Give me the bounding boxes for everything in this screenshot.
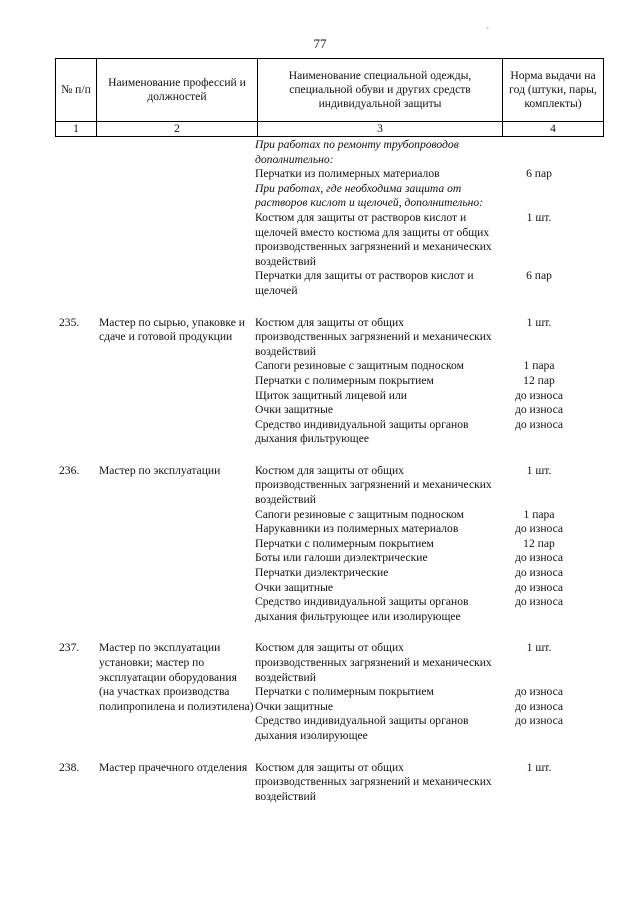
item-name: Щиток защитный лицевой или: [255, 388, 407, 402]
condition-note-row: [255, 182, 583, 211]
protection-item-row: [255, 714, 583, 743]
entry-gap: [55, 744, 583, 761]
entry-gap: [55, 624, 583, 641]
item-name: Средство индивидуальной защиты органов дыхания изолирующее: [255, 714, 469, 742]
item-name: Перчатки с полимерным покрытием: [255, 373, 434, 387]
entry-profession-empty: [99, 138, 255, 299]
item-norm: 6 пар: [526, 269, 552, 283]
protection-item-row: [255, 359, 583, 374]
header-col-profession: Наименование профессий и должностей: [97, 59, 258, 122]
entry-number: 237.: [59, 641, 80, 655]
entry-number: 235.: [59, 315, 80, 329]
entry-profession: Мастер по сырью, упаковке и сдаче и готовой продукции: [99, 315, 245, 344]
item-norm: 1 шт.: [526, 315, 552, 329]
protection-item-row: [255, 464, 583, 508]
item-name: Костюм для защиты от общих производственных загрязнений и механических воздействий: [255, 760, 492, 803]
item-norm: до износа: [514, 403, 564, 417]
item-name: Перчатки из полимерных материалов: [255, 167, 440, 181]
continuation-entry: [55, 138, 583, 299]
protection-item-row: [255, 700, 583, 715]
condition-note: При работах по ремонту трубопроводов дополнительно:: [255, 138, 459, 166]
table-row: [55, 761, 583, 805]
table-header: [55, 58, 597, 137]
protection-item-row: [255, 685, 583, 700]
item-norm: до износа: [514, 714, 564, 728]
entry-items: [255, 464, 583, 625]
entry-profession: Мастер по эксплуатации: [99, 463, 221, 477]
protection-item-row: [255, 211, 583, 269]
protection-item-row: [255, 418, 583, 447]
protection-item-row: [255, 167, 583, 182]
table-row: [55, 316, 583, 447]
item-name: Сапоги резиновые с защитным подноском: [255, 359, 464, 373]
table-body: [55, 138, 583, 804]
item-name: Костюм для защиты от растворов кислот и щелочей вместо костюма для защиты от общих производственных загрязнений и механических воздействий: [255, 210, 492, 268]
item-name: Перчатки с полимерным покрытием: [255, 536, 434, 550]
entry-items: [255, 138, 583, 299]
item-norm: 1 шт.: [526, 760, 552, 774]
item-norm: 6 пар: [526, 167, 552, 181]
entry-items: [255, 761, 583, 805]
item-norm: до износа: [514, 417, 564, 431]
entry-number: 236.: [59, 463, 80, 477]
item-name: Костюм для защиты от общих производственных загрязнений и механических воздействий: [255, 315, 492, 358]
item-name: Перчатки для защиты от растворов кислот и щелочей: [255, 269, 474, 297]
item-norm: до износа: [514, 388, 564, 402]
entry-items: [255, 316, 583, 447]
protection-item-row: [255, 403, 583, 418]
condition-note: При работах, где необходима защита от растворов кислот и щелочей, дополнительно:: [255, 181, 484, 210]
item-name: Нарукавники из полимерных материалов: [255, 522, 459, 536]
item-name: Боты или галоши диэлектрические: [255, 551, 428, 565]
item-name: Очки защитные: [255, 403, 334, 417]
table-row: [55, 464, 583, 625]
item-norm: 1 шт.: [526, 210, 552, 224]
item-norm: 1 пара: [523, 507, 555, 521]
header-num-4: 4: [503, 122, 604, 137]
item-name: Костюм для защиты от общих производственных загрязнений и механических воздействий: [255, 641, 492, 684]
protection-item-row: [255, 761, 583, 805]
item-name: Перчатки с полимерным покрытием: [255, 685, 434, 699]
item-name: Очки защитные: [255, 580, 334, 594]
item-name: Средство индивидуальной защиты органов дыхания фильтрующее: [255, 417, 469, 446]
protection-item-row: [255, 641, 583, 685]
scan-mark: ˇ: [486, 26, 489, 35]
protection-item-row: [255, 537, 583, 552]
entry-items: [255, 641, 583, 743]
item-name: Перчатки диэлектрические: [255, 566, 389, 580]
protection-item-row: [255, 566, 583, 581]
item-norm: до износа: [514, 595, 564, 609]
entry-gap: [55, 447, 583, 464]
item-name: Костюм для защиты от общих производственных загрязнений и механических воздействий: [255, 463, 492, 507]
protection-item-row: [255, 522, 583, 537]
page-number: 77: [313, 36, 327, 51]
item-norm: до износа: [514, 685, 564, 699]
condition-note-row: [255, 138, 583, 167]
protection-item-row: [255, 508, 583, 523]
item-norm: 12 пар: [523, 536, 555, 550]
table-row: [55, 641, 583, 743]
header-col-number: № п/п: [56, 59, 97, 122]
protection-item-row: [255, 581, 583, 596]
entry-number-empty: [55, 138, 99, 299]
item-name: Очки защитные: [255, 699, 334, 713]
item-norm: до износа: [514, 580, 564, 594]
item-name: Сапоги резиновые с защитным подноском: [255, 507, 464, 521]
header-num-2: 2: [97, 122, 258, 137]
protection-item-row: [255, 389, 583, 404]
entry-profession: Мастер по эксплуатации установки; мастер по эксплуатации оборудования (на участках производства полипропилена и полиэтилена): [99, 641, 254, 713]
entry-gap: [55, 299, 583, 316]
item-name: Средство индивидуальной защиты органов дыхания фильтрующее или изолирующее: [255, 595, 469, 623]
header-num-1: 1: [56, 122, 97, 137]
item-norm: до износа: [514, 551, 564, 565]
header-col-protection: Наименование специальной одежды, специальной обуви и других средств индивидуальной защиты: [258, 59, 503, 122]
protection-item-row: [255, 551, 583, 566]
protection-item-row: [255, 374, 583, 389]
item-norm: 12 пар: [523, 373, 555, 387]
item-norm: 1 шт.: [526, 641, 552, 655]
item-norm: 1 шт.: [526, 463, 552, 477]
entry-profession: Мастер прачечного отделения: [99, 760, 248, 774]
header-col-norm: Норма выдачи на год (штуки, пары, комплекты): [503, 59, 604, 122]
header-num-3: 3: [258, 122, 503, 137]
protection-item-row: [255, 269, 583, 298]
protection-item-row: [255, 595, 583, 624]
protection-item-row: [255, 316, 583, 360]
item-norm: 1 пара: [523, 359, 555, 373]
entry-number: 238.: [59, 760, 80, 774]
item-norm: до износа: [514, 566, 564, 580]
item-norm: до износа: [514, 699, 564, 713]
item-norm: до износа: [514, 522, 564, 536]
